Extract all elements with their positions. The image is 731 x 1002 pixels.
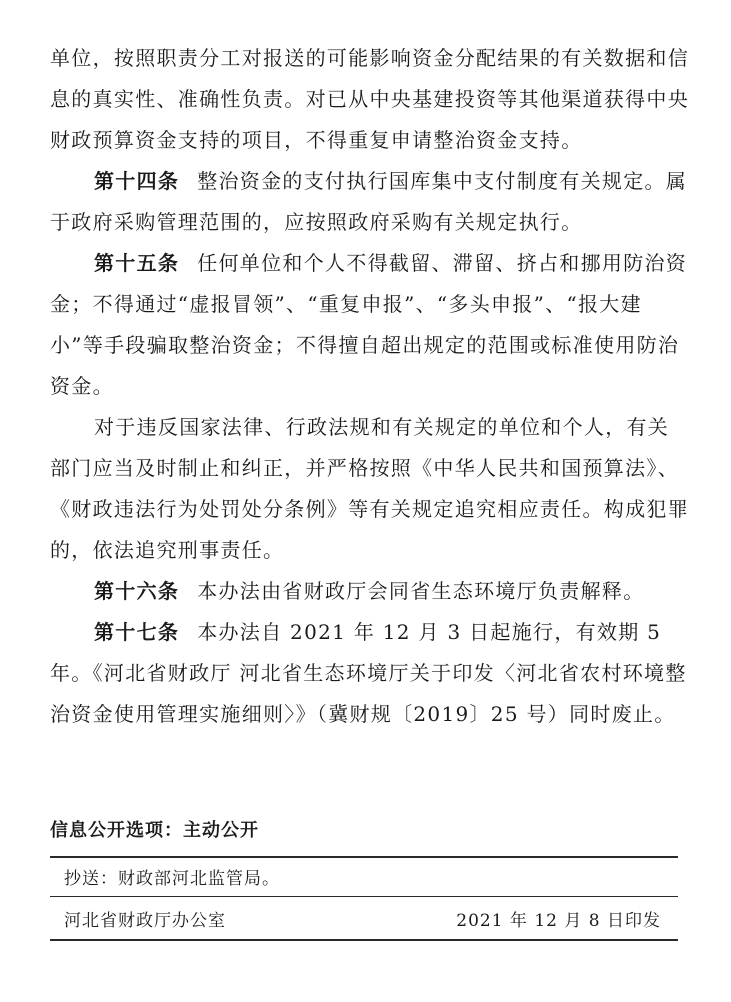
footer-rule-middle <box>50 896 678 897</box>
footer-rule-bottom <box>50 939 678 941</box>
article-number: 第十六条 <box>94 579 180 603</box>
article-text: 任何单位和个人不得截留、滞留、挤占和挪用防治资金；不得通过“虚报冒领”、“重复申报”、“多头申报”、“报大建小”等手段骗取整治资金；不得擅自超出规定的范围或标准使用防治资金。 <box>50 251 688 398</box>
paragraph-text: 单位，按照职责分工对报送的可能影响资金分配结果的有关数据和信息的真实性、准确性负责。对已从中央基建投资等其他渠道获得中央财政预算资金支持的项目，不得重复申请整治资金支持。 <box>50 46 689 152</box>
article-14 <box>50 161 690 243</box>
paragraph-continuation <box>50 38 690 161</box>
footer-rule-top <box>50 856 678 858</box>
article-15 <box>50 243 690 407</box>
issuing-office: 河北省财政厅办公室 <box>64 911 226 931</box>
article-number: 第十五条 <box>94 251 180 275</box>
paragraph-text: 对于违反国家法律、行政法规和有关规定的单位和个人，有关部门应当及时制止和纠正，并严格按照《中华人民共和国预算法》、《财政违法行为处罚处分条例》等有关规定追究相应责任。构成犯罪的，依法追究刑事责任。 <box>50 415 689 562</box>
article-text: 本办法自 2021 年 12 月 3 日起施行，有效期 5 年。《河北省财政厅 河北省生态环境厅关于印发〈河北省农村环境整治资金使用管理实施细则〉》（冀财规〔2019〕25 号）同时废止。 <box>50 620 687 726</box>
cc-line: 抄送：财政部河北监管局。 <box>64 869 280 889</box>
article-16 <box>50 571 690 612</box>
article-text: 整治资金的支付执行国库集中支付制度有关规定。属于政府采购管理范围的，应按照政府采购有关规定执行。 <box>50 169 688 234</box>
disclosure-option: 信息公开选项：主动公开 <box>50 820 259 841</box>
article-17 <box>50 612 690 735</box>
article-15-paragraph-2 <box>50 407 690 571</box>
article-number: 第十四条 <box>94 169 180 193</box>
article-number: 第十七条 <box>94 620 180 644</box>
article-text: 本办法由省财政厅会同省生态环境厅负责解释。 <box>197 579 645 603</box>
issue-date: 2021 年 12 月 8 日印发 <box>456 911 661 931</box>
